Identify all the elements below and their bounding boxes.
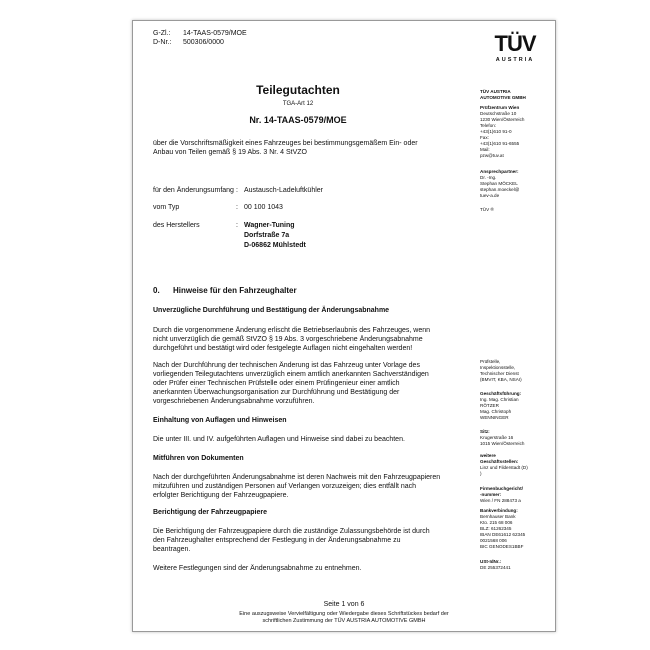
sidebar-line: Stephan MÖCKEL: [480, 181, 518, 186]
sidebar-line: +43(1)610 91-6555: [480, 141, 520, 146]
sidebar-line: DE 255372441: [480, 565, 511, 570]
paragraph-4: [153, 473, 453, 500]
sidebar-line: pzw@tuv.at: [480, 153, 504, 158]
colon: :: [236, 222, 238, 229]
sidebar-line: AUTOMOTIVE GMBH: [480, 95, 526, 100]
sidebar-line: Telefon:: [480, 123, 497, 128]
sidebar-line: Deutschstraße 10: [480, 111, 517, 116]
sidebar-pruefstelle: [480, 359, 552, 383]
sidebar-line: +43(1)610 91-0: [480, 129, 512, 134]
text-line: erfolgter Berichtigung der Fahrzeugpapiere.: [153, 492, 289, 499]
dnr-line: [153, 38, 224, 47]
sidebar-line: Prüfstelle,: [480, 359, 501, 364]
sidebar-line: 0021568 006: [480, 538, 507, 543]
logo-name: TÜV: [494, 31, 536, 56]
hersteller-city: D-06862 Mühlstedt: [244, 242, 306, 249]
sidebar-line: Wien / FN 288473 a: [480, 498, 521, 503]
gzl-label: G-Zl.:: [153, 30, 171, 37]
intro-line: Anbau von Teilen gemäß § 19 Abs. 3 Nr. 4 StVZO: [153, 149, 307, 156]
tuv-logo: [487, 31, 543, 81]
sidebar-line: IBAN DE61612 62345: [480, 532, 526, 537]
sidebar-line: Inspektionsstelle,: [480, 365, 516, 370]
sidebar-line: 1015 Wien/Österreich: [480, 441, 525, 446]
sidebar-contact: [480, 169, 552, 199]
sidebar-line: TÜV AUSTRIA: [480, 89, 511, 94]
sidebar-line: Dr. -Ing.: [480, 175, 497, 180]
text-line: durchgeführt und bestätigt wird oder festgelegte Auflagen nicht eingehalten werden!: [153, 345, 413, 352]
typ-value: 00 100 1043: [244, 204, 283, 211]
sidebar-line: Mag. Christoph: [480, 409, 512, 414]
sidebar-title: Firmenbuchgericht/: [480, 486, 523, 491]
text-line: Die Berichtigung der Fahrzeugpapiere durch die zuständige Zulassungsbehörde ist durch: [153, 528, 430, 535]
sidebar-bank: [480, 508, 552, 550]
sidebar-title: Prüfzentrum Wien: [480, 105, 520, 110]
section-heading: 0. Hinweise für den Fahrzeughalter: [153, 286, 297, 295]
sidebar-line: Bernhauser Bank: [480, 514, 516, 519]
text-line: Durch die vorgenommene Änderung erlischt die Betriebserlaubnis des Fahrzeuges, wenn: [153, 327, 431, 334]
sidebar-title: Ansprechpartner:: [480, 169, 519, 174]
sidebar-line: Linz und Filderstadt (D): [480, 465, 528, 470]
sidebar-gf: [480, 391, 552, 421]
sidebar-firmenbuch: [480, 486, 552, 504]
text-line: Nach der Durchführung der technischen Änderung ist das Fahrzeug unter Vorlage des: [153, 362, 420, 369]
sidebar-sitz: [480, 429, 552, 447]
sidebar-title: weitere: [480, 453, 496, 458]
sidebar-title: Geschäftsstellen:: [480, 459, 519, 464]
subheading: Einhaltung von Auflagen und Hinweisen: [153, 417, 287, 424]
typ-label: vom Typ: [153, 204, 180, 211]
logo-sub: AUSTRIA: [495, 57, 535, 63]
doc-number: Nr. 14-TAAS-0579/MOE: [249, 115, 347, 125]
paragraph-5: [153, 527, 453, 554]
hersteller-name: Wagner-Tuning: [244, 222, 295, 229]
paragraph-1: [153, 326, 453, 353]
sidebar-tuv-mark: TÜV ®: [480, 207, 494, 212]
sidebar-weitere: [480, 453, 552, 477]
document-page: [132, 20, 556, 632]
subheading: Mitführen von Dokumenten: [153, 455, 244, 462]
text-line: nicht unverzüglich die gemäß StVZO § 19 Abs. 3 vorgeschriebene Änderungsabnahme: [153, 336, 423, 343]
sidebar-title: Geschäftsführung:: [480, 391, 522, 396]
text-line: oder Prüfer einer Technischen Prüfstelle oder einem Prüfingenieur einer amtlich: [153, 380, 400, 387]
text-line: vorgeschriebenen Änderungsabnahme vorzuführen.: [153, 398, 315, 405]
sidebar-line: WENNINGER: [480, 415, 509, 420]
sidebar-company: [480, 89, 552, 101]
hersteller-label: des Herstellers: [153, 222, 200, 229]
sidebar-title: -nummer:: [480, 492, 502, 497]
gzl-value: 14-TAAS-0579/MOE: [183, 30, 247, 37]
page-number: Seite 1 von 6: [323, 601, 365, 608]
sidebar-line: Kto. 215 68 006: [480, 520, 513, 525]
doc-subtitle: TGA-Art 12: [282, 101, 314, 107]
text-line: Nach der durchgeführten Änderungsabnahme ist deren Nachweis mit den Fahrzeugpapieren: [153, 474, 441, 481]
sidebar-title: Bankverbindung:: [480, 508, 518, 513]
subheading: Unverzügliche Durchführung und Bestätigung der Änderungsabnahme: [153, 307, 390, 314]
footer-note: [133, 611, 555, 625]
text-line: mitzuführen und zuständigen Personen auf Verlangen vorzuzeigen; dies entfällt nach: [153, 483, 417, 490]
aenderung-label: für den Änderungsumfang: [153, 187, 234, 194]
doc-title: Teilegutachten: [256, 83, 340, 97]
text-line: beantragen.: [153, 546, 191, 553]
intro-line: über die Vorschriftsmäßigkeit eines Fahrzeuges bei bestimmungsgemäßem Ein- oder: [153, 140, 418, 147]
sidebar-line: (BMVIT, KBA, NSAI): [480, 377, 522, 382]
text-line: den Fahrzeughalter entsprechend der Festlegung in der Änderungsabnahme zu: [153, 537, 401, 544]
sidebar-line: tuev-a.de: [480, 193, 500, 198]
sidebar-line: RÖTZER: [480, 403, 499, 408]
text-line: anerkannten Überwachungsorganisation zur Durchführung und Bestätigung der: [153, 389, 400, 396]
paragraph-6: Weitere Festlegungen sind der Änderungsabnahme zu entnehmen.: [153, 565, 362, 572]
aenderung-value: Austausch-Ladeluftkühler: [244, 187, 323, 194]
sidebar-line: Technischer Dienst: [480, 371, 519, 376]
paragraph-3: Die unter III. und IV. aufgeführten Auflagen und Hinweise sind dabei zu beachten.: [153, 436, 405, 443]
gzl-line: [153, 29, 247, 38]
subheading: Berichtigung der Fahrzeugpapiere: [153, 509, 267, 516]
colon: :: [236, 204, 238, 211]
intro-text: [153, 139, 453, 157]
paragraph-2: [153, 361, 453, 406]
footer-line: schriftlichen Zustimmung der TÜV AUSTRIA AUTOMOTIVE GMBH: [262, 618, 426, 624]
sidebar-line: Mail:: [480, 147, 490, 152]
sidebar-title: USt-IdNr.:: [480, 559, 502, 564]
hersteller-street: Dorfstraße 7a: [244, 232, 290, 239]
sidebar-center: [480, 105, 552, 159]
footer-line: Eine auszugsweise Vervielfältigung oder Wiedergabe dieses Schriftstückes bedarf der: [239, 611, 449, 617]
sidebar-title: Sitz:: [480, 429, 490, 434]
dnr-value: 500306/0000: [183, 39, 224, 46]
sidebar-line: ): [480, 471, 482, 476]
sidebar-line: BIC GENODES1BBF: [480, 544, 524, 549]
sidebar-line: Fax:: [480, 135, 489, 140]
dnr-label: D-Nr.:: [153, 39, 172, 46]
sidebar-line: Krugerstraße 16: [480, 435, 514, 440]
sidebar-line: stephan.moeckel@: [480, 187, 520, 192]
sidebar-ust: [480, 559, 552, 571]
sidebar-line: 1230 Wien/Österreich: [480, 117, 525, 122]
sidebar-line: Ing. Mag. Christian: [480, 397, 519, 402]
colon: :: [236, 187, 238, 194]
text-line: vorliegenden Teilegutachtens unverzüglich einem amtlich anerkannten Sachverständigen: [153, 371, 429, 378]
sidebar-line: BLZ: 61262345: [480, 526, 512, 531]
